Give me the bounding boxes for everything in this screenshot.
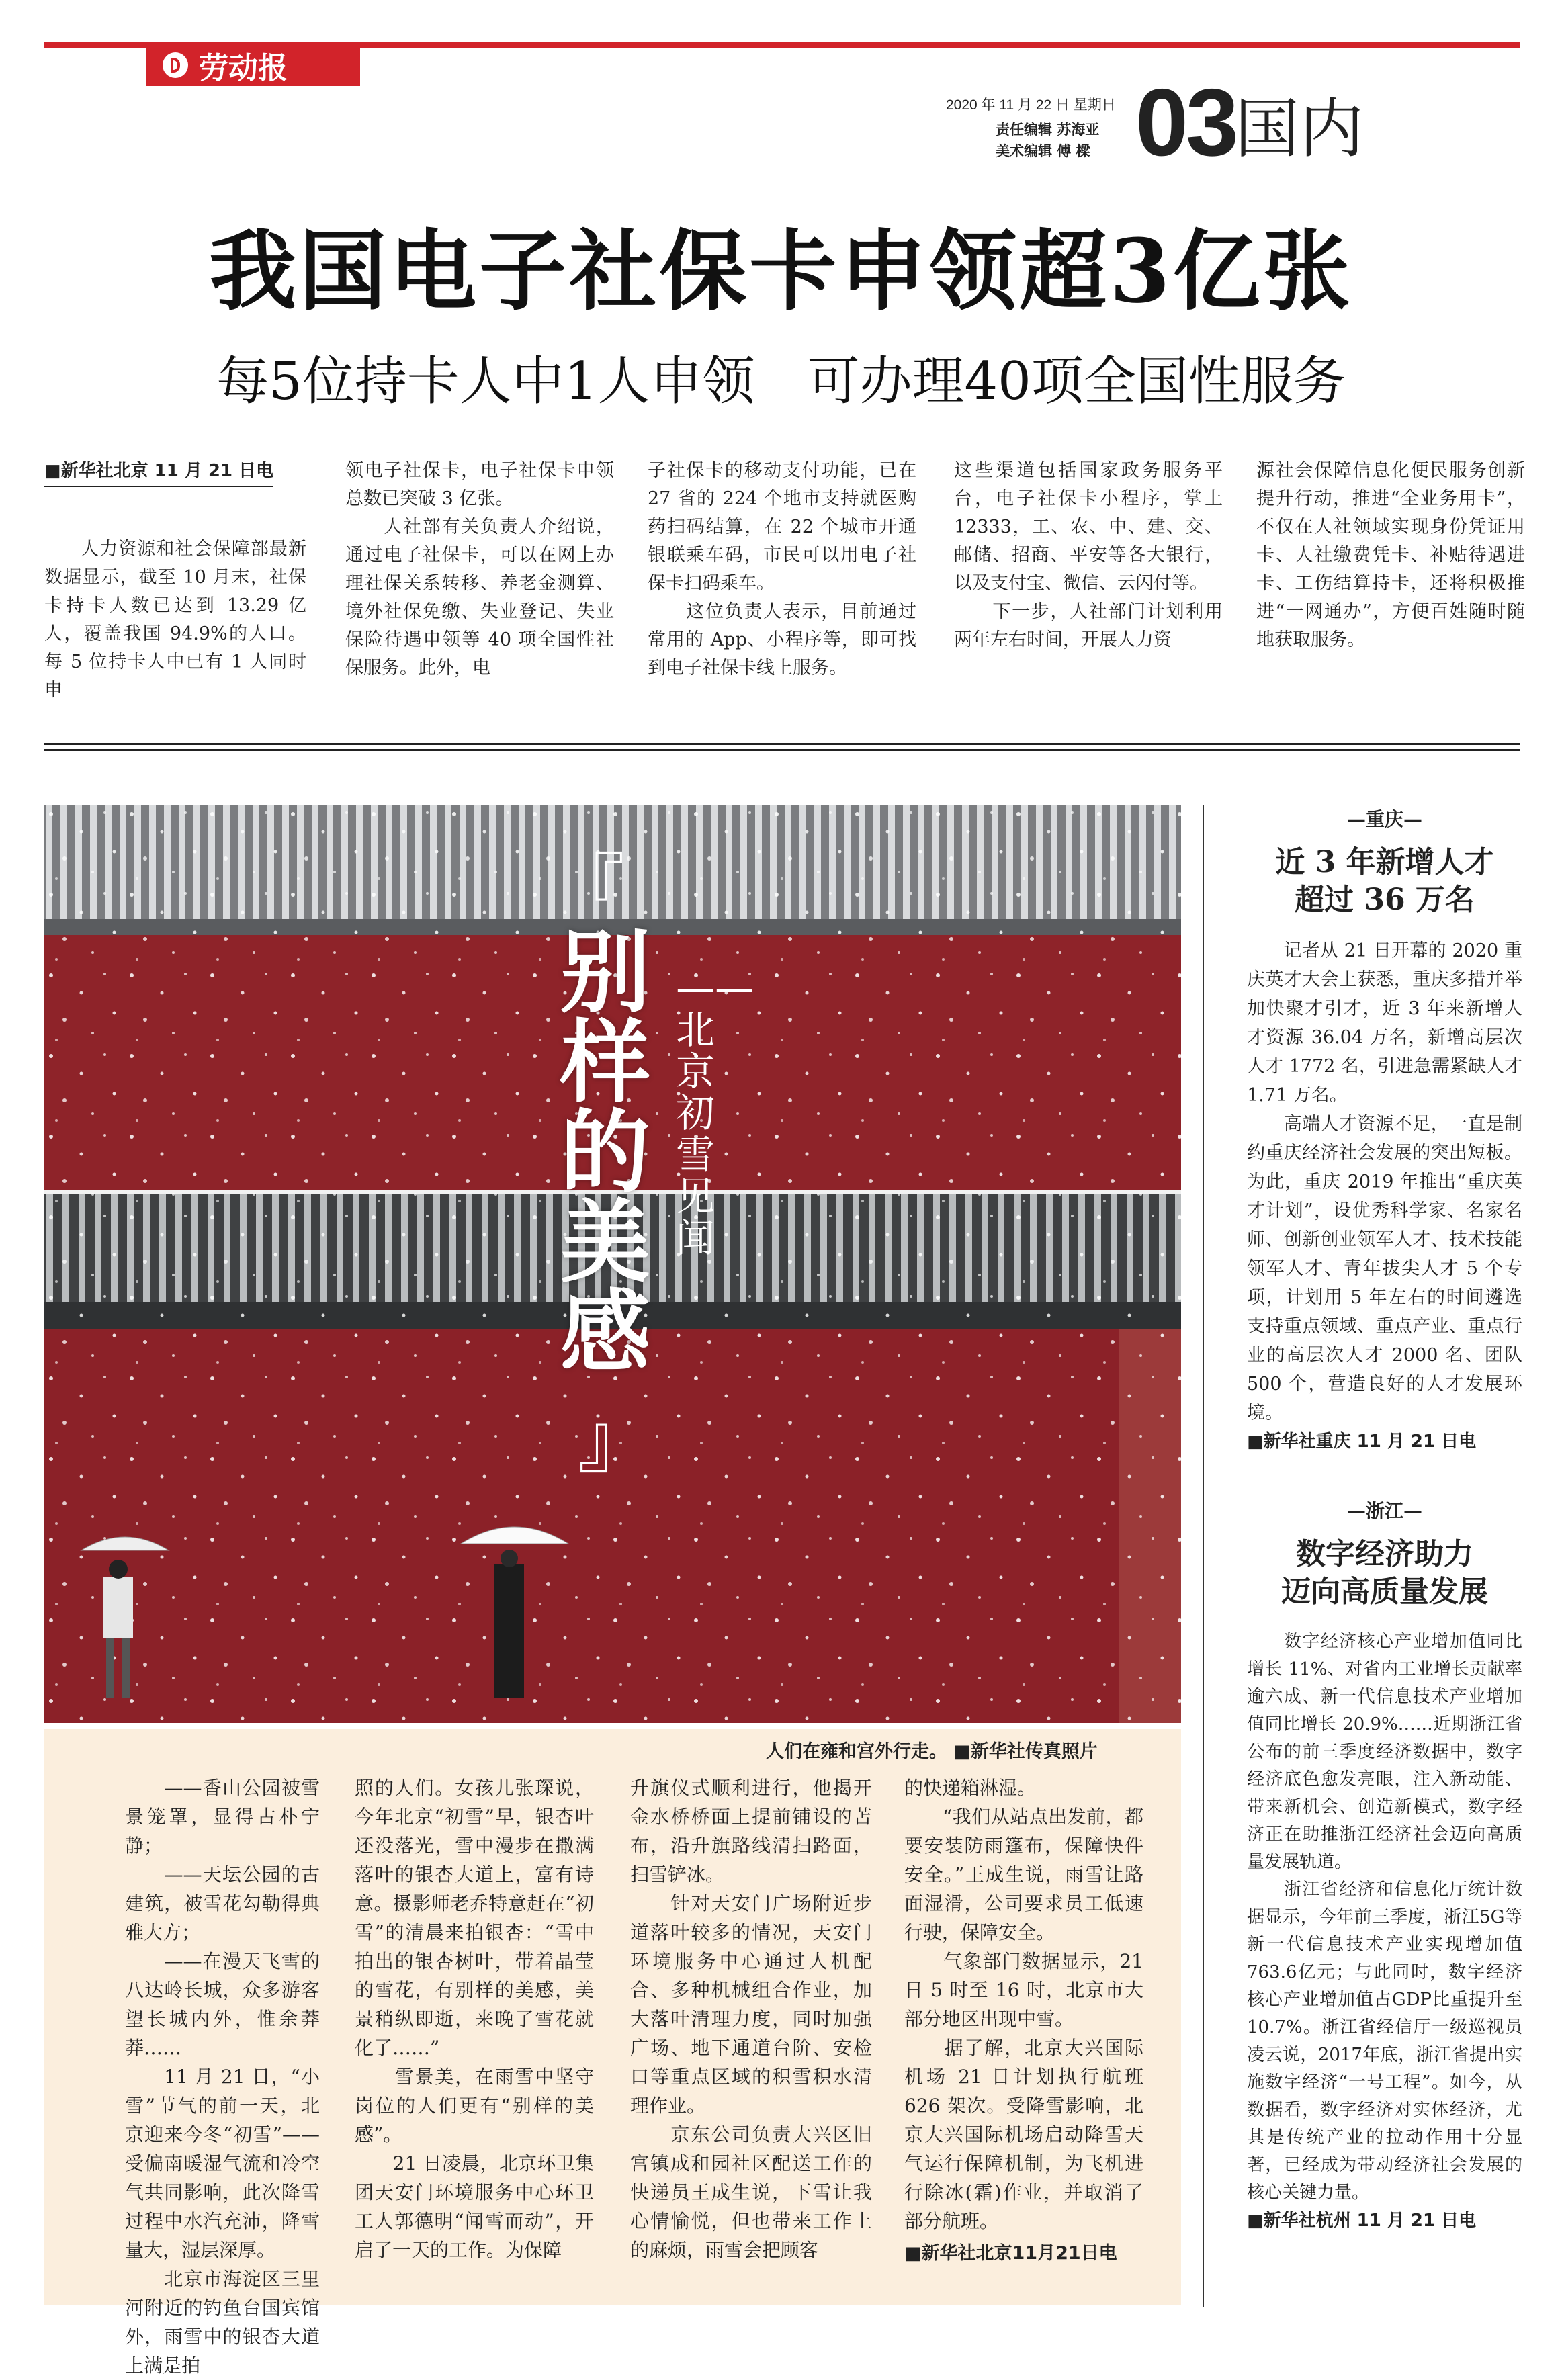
feature-subtitle-text: ——北京初雪见闻 [676,965,754,1261]
lead-column-4: 这些渠道包括国家政务服务平台，电子社保卡小程序，掌上 12333，工、农、中、建、交、邮储、招商、平安等各大银行，以及支付宝、微信、云闪付等。 下一步，人社部门计划利用两年左右时间，开展人力资 [954,460,1223,650]
section-name: 国内 [1235,91,1364,167]
feature-title [560,919,661,1385]
issue-date: 2020 年 11 月 22 日 星期日 [946,97,1116,113]
logo-text: 劳动报 [199,51,288,85]
logo-icon [163,52,188,78]
sidebar-headline-line: 超过 36 万名 [1295,883,1475,917]
feature-title-text: 别样的美感 [560,919,651,1385]
newspaper-logo [146,44,360,86]
sidebar-headline [1247,844,1522,919]
feature-column-3: 升旗仪式顺利进行，他揭开金水桥桥面上提前铺设的苫布，沿升旗路线清扫路面，扫雪铲冰。 针对天安门广场附近步道落叶较多的情况，天安门环境服务中心通过人机配合、多种机械组合作业，加大落叶清理力度，同时加强广场、地下通道台阶、安检口等重点区域的积雪积水清理作业。 京东公司负责大兴区旧宫镇成和园社区配送工作的快递员王成生说，下雪让我心情愉悦，但也带来工作上的麻烦，雨雪会把顾客 [630,1777,872,2261]
lead-subheadline: 每5位持卡人中1人申领 可办理40项全国性服务 [216,351,1346,412]
sidebar-body: 数字经济核心产业增加值同比增长 11%、对省内工业增长贡献率逾六成、新一代信息技术产业增加值同比增长 20.9%……近期浙江省公布的前三季度经济数据中，数字经济底色愈发亮眼，注入新动能、带来新机会、创造新模式，数字经济正在助推浙江经济社会迈向高质量发展轨道。 浙江省经济和信息化厅统计数据显示，今年前三季度，浙江5G等新一代信息技术产业实现增加值763.6亿元；与此同时，数字经济核心产业增加值占GDP比重提升至10.7%。浙江省经信厅一级巡视员凌云说，2017年底，浙江省提出实施数字经济“一号工程”。如今，从数据看，数字经济对实体经济，尤其是传统产业的拉动作用十分显著，已经成为带动经济社会发展的核心关键力量。 [1247,1632,1522,2203]
lead-column-1 [44,457,306,705]
sidebar-story-zhejiang [1247,1497,1522,2232]
photo-caption: 人们在雍和宫外行走。 ■新华社传真照片 [766,1741,1098,1762]
feature-column-2: 照的人们。女孩儿张琛说，今年北京“初雪”早，银杏叶还没落光，雪中漫步在撒满落叶的银杏大道上，富有诗意。摄影师老乔特意赶在“初雪”的清晨来拍银杏：“雪中拍出的银杏树叶，带着晶莹的雪花，有别样的美感，美景稍纵即逝，来晚了雪花就化了……” 雪景美，在雨雪中坚守岗位的人们更有“别样的美感”。 21 日凌晨，北京环卫集团天安门环境服务中心环卫工人郭德明“闻雪而动”，开启了一天的工作。为保障 [355,1777,594,2261]
sidebar-headline-line: 近 3 年新增人才 [1275,845,1494,879]
sidebar-story-chongqing [1247,805,1522,1452]
title-bracket-close: 』 [578,1398,652,1484]
sidebar-headline [1247,1536,1522,1611]
region-tag: —重庆— [1346,808,1422,830]
lead-column-5: 源社会保障信息化便民服务创新提升行动，推进“全业务用卡”，不仅在人社领域实现身份凭证用卡、人社缴费凭卡、补贴待遇进卡、工伤结算持卡，还将积极推进“一网通办”，方便百姓随时随地获取服务。 [1256,460,1525,650]
feature-subtitle [676,965,754,1261]
lead-dateline: ■新华社北京 11 月 21 日电 [44,457,273,487]
sidebar-headline-line: 数字经济助力 [1296,1537,1473,1571]
page-number: 03 [1135,69,1236,176]
editor-line: 责任编辑 苏海亚 [996,122,1100,138]
sidebar-signoff: ■新华社重庆 11 月 21 日电 [1247,1431,1477,1452]
lead-column-3: 子社保卡的移动支付功能，已在 27 省的 224 个地市支持就医购药扫码结算，在 22 个城市开通银联乘车码，市民可以用电子社保卡扫码乘车。 这位负责人表示，目前通过常用的 App、小程序等，即可找到电子社保卡线上服务。 [648,460,916,678]
region-tag: —浙江— [1346,1500,1422,1522]
feature-column-1: ——香山公园被雪景笼罩，显得古朴宁静； ——天坛公园的古建筑，被雪花勾勒得典雅大方； ——在漫天飞雪的八达岭长城，众多游客望长城内外，惟余莽莽…… 11 月 21 日，“小雪”节气的前一天，北京迎来今冬“初雪”——受偏南暖湿气流和冷空气共同影响，此次降雪过程中水汽充沛，降雪量大，湿层深厚。 北京市海淀区三里河附近的钓鱼台国宾馆外，雨雪中的银杏大道上满是拍 [125,1777,320,2377]
art-editor-line: 美术编辑 傅 樑 [996,143,1090,159]
sidebar-headline-line: 迈向高质量发展 [1281,1575,1488,1609]
lead-headline: 我国电子社保卡申领超3亿张 [209,220,1353,322]
lead-column-text: 人力资源和社会保障部最新数据显示，截至 10 月末，社保卡持卡人数已达到 13.29 亿人，覆盖我国 94.9%的人口。每 5 位持卡人中已有 1 人同时申 [44,539,306,701]
feature-signoff: ■新华社北京11月21日电 [904,2243,1117,2264]
feature-column-4 [904,1773,1143,2264]
feature-column-4-text: 的快递箱淋湿。 “我们从站点出发前，都要安装防雨篷布，保障快件安全。”王成生说，雨雪让路面湿滑，公司要求员工低速行驶，保障安全。 气象部门数据显示，21 日 5 时至 16 时，北京市大部分地区出现中雪。 据了解，北京大兴国际机场 21 日计划执行航班 626 架次。受降雪影响，北京大兴国际机场启动降雪天气运行保障机制，为飞机进行除冰(霜)作业，并取消了部分航班。 [904,1777,1143,2232]
section-divider [44,743,1520,751]
lead-column-2: 领电子社保卡，电子社保卡申领总数已突破 3 亿张。 人社部有关负责人介绍说，通过电子社保卡，可以在网上办理社保关系转移、养老金测算、境外社保免缴、失业登记、失业保险待遇申领等 40 项全国性社保服务。此外，电 [345,460,614,678]
title-bracket-open: 『 [551,846,625,932]
sidebar-divider [1203,805,1204,2307]
sidebar-body: 记者从 21 日开幕的 2020 重庆英才大会上获悉，重庆多措并举加快聚才引才，近 3 年来新增人才资源 36.04 万名，新增高层次人才 1772 名，引进急需紧缺人才 1.71 万名。 高端人才资源不足，一直是制约重庆经济社会发展的突出短板。为此，重庆 2019 年推出“重庆英才计划”，设优秀科学家、名家名师、创新创业领军人才、技术技能领军人才、青年拔尖人才 5 个专项，计划用 5 年左右的时间遴选支持重点领域、重点产业、重点行业的高层次人才 2000 名、团队 500 个，营造良好的人才发展环境。 [1247,940,1522,1423]
editor-credits [996,119,1099,162]
sidebar-signoff: ■新华社杭州 11 月 21 日电 [1247,2211,1477,2231]
